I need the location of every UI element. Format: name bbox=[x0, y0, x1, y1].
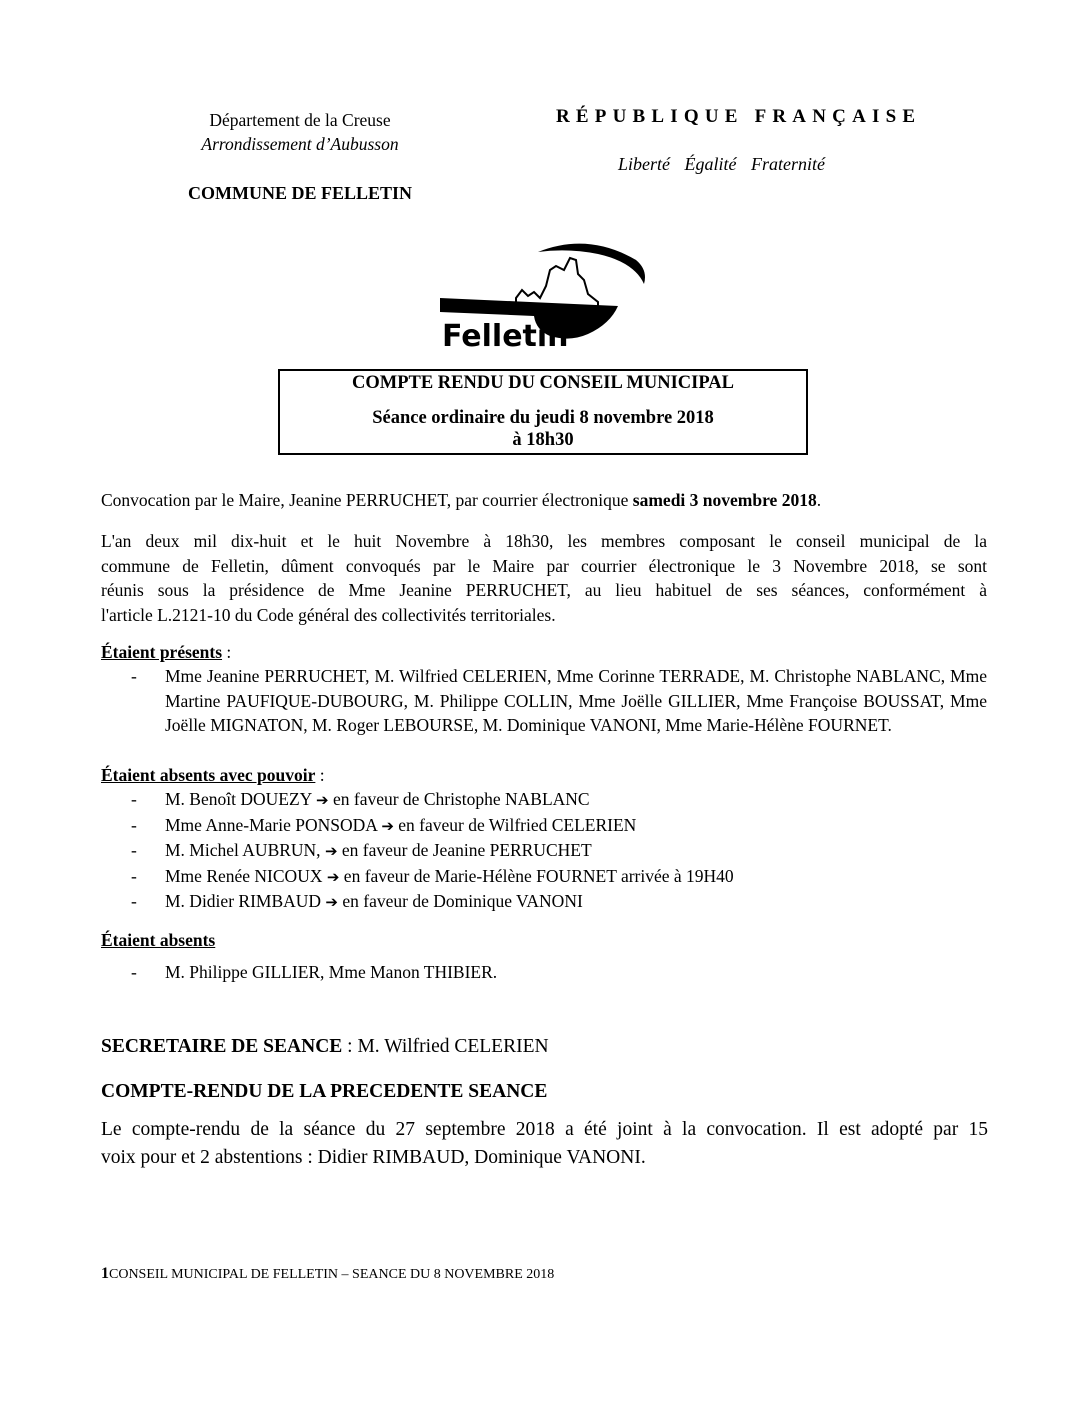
list-dash: - bbox=[131, 814, 137, 835]
pouvoir-name: M. Benoît DOUEZY bbox=[165, 789, 312, 809]
convocation-text: Convocation par le Maire, Jeanine PERRUCHET, par courrier électronique bbox=[101, 490, 633, 510]
pouvoir-colon: : bbox=[315, 765, 325, 785]
list-item bbox=[131, 864, 987, 890]
precedente-line-2: voix pour et 2 abstentions : Didier RIMBAUD, Dominique VANONI. bbox=[101, 1147, 646, 1168]
title-box bbox=[278, 369, 808, 455]
list-item bbox=[131, 813, 987, 839]
pouvoir-name: M. Didier RIMBAUD bbox=[165, 891, 322, 911]
pouvoir-favor: en faveur de Wilfried CELERIEN bbox=[398, 814, 637, 835]
presents-heading bbox=[101, 640, 987, 665]
list-dash: - bbox=[131, 789, 137, 809]
footer-text: CONSEIL MUNICIPAL DE FELLETIN – SEANCE DU 8 NOVEMBRE 2018 bbox=[109, 1267, 555, 1282]
arrow-right-icon: ➔ bbox=[381, 816, 394, 835]
pouvoir-favor: en faveur de Dominique VANONI bbox=[342, 891, 583, 911]
absents-heading bbox=[101, 928, 987, 953]
arrow-right-icon: ➔ bbox=[326, 867, 340, 886]
arrow-right-icon: ➔ bbox=[324, 842, 338, 860]
presents-heading-text: Étaient présents bbox=[101, 642, 223, 662]
list-dash: - bbox=[131, 865, 137, 886]
arrondissement: Arrondissement d’Aubusson bbox=[201, 134, 399, 154]
secretaire-value: : M. Wilfried CELERIEN bbox=[342, 1036, 549, 1057]
republique-title: RÉPUBLIQUE FRANÇAISE bbox=[556, 106, 922, 127]
presents-text: Mme Jeanine PERRUCHET, M. Wilfried CELERIEN, Mme Corinne TERRADE, M. Christophe NABLANC, Mme Martine PAUFIQUE-DUBOURG, M. Philippe COLLIN, Mme Joëlle GILLIER, Mme Françoise BOUSSAT, Mme Joëlle MIGNATON, M. Roger LEBOURSE, M. Dominique VANONI, Mme Marie-Hélène FOURNET. bbox=[165, 666, 987, 735]
intro-line-2: commune de Felletin, dûment convoqués par le Maire par courrier électronique le 3 Novembre 2018, se sont bbox=[101, 555, 987, 576]
page-number: 1 bbox=[101, 1265, 109, 1282]
felletin-logo-graphic bbox=[438, 240, 650, 352]
list-dash: - bbox=[131, 891, 137, 911]
intro-paragraph bbox=[101, 529, 987, 627]
pouvoir-favor: en faveur de Jeanine PERRUCHET bbox=[341, 840, 592, 860]
list-dash: - bbox=[131, 840, 137, 860]
pouvoir-heading-text: Étaient absents avec pouvoir bbox=[101, 765, 316, 785]
intro-line-3: réunis sous la présidence de Mme Jeanine PERRUCHET, au lieu habituel de ses séances, conformément à bbox=[101, 580, 987, 600]
pouvoir-heading bbox=[101, 763, 987, 788]
pouvoir-name: Mme Anne-Marie PONSODA bbox=[165, 814, 377, 835]
departement: Département de la Creuse bbox=[209, 110, 391, 130]
pouvoir-list bbox=[131, 787, 987, 915]
intro-line-1: L'an deux mil dix-huit et le huit Novembre à 18h30, les membres composant le conseil municipal de la bbox=[101, 531, 987, 551]
title-line-3: à 18h30 bbox=[512, 430, 574, 450]
header-left bbox=[150, 108, 450, 156]
arrow-right-icon: ➔ bbox=[316, 791, 329, 809]
intro-line-4: l'article L.2121-10 du Code général des collectivités territoriales. bbox=[101, 604, 556, 625]
devise: Liberté Égalité Fraternité bbox=[618, 154, 825, 174]
pouvoir-favor: en faveur de Christophe NABLANC bbox=[332, 789, 590, 809]
pouvoir-name: M. Michel AUBRUN, bbox=[165, 840, 321, 860]
list-item bbox=[131, 787, 987, 813]
list-dash: - bbox=[131, 666, 137, 686]
absents-heading-text: Étaient absents bbox=[101, 930, 216, 950]
list-item bbox=[131, 960, 987, 985]
list-item bbox=[131, 664, 987, 738]
precedente-line-1: Le compte-rendu de la séance du 27 septembre 2018 a été joint à la convocation. Il est adopté par 15 bbox=[101, 1119, 988, 1140]
secretaire-line bbox=[101, 1036, 549, 1058]
arrow-right-icon: ➔ bbox=[325, 893, 338, 911]
presents-list bbox=[131, 664, 987, 738]
absents-list bbox=[131, 960, 987, 985]
commune-title: COMMUNE DE FELLETIN bbox=[187, 183, 412, 203]
convocation-paragraph bbox=[101, 488, 987, 513]
list-item bbox=[131, 838, 987, 864]
list-dash: - bbox=[131, 962, 137, 982]
title-line-1: COMPTE RENDU DU CONSEIL MUNICIPAL bbox=[351, 373, 734, 393]
precedente-heading bbox=[101, 1081, 547, 1103]
pouvoir-name: Mme Renée NICOUX bbox=[165, 865, 323, 886]
pouvoir-favor: en faveur de Marie-Hélène FOURNET arrivée à 19H40 bbox=[343, 865, 734, 886]
presents-colon: : bbox=[222, 642, 232, 662]
precedente-paragraph bbox=[101, 1116, 988, 1172]
convocation-date: samedi 3 novembre 2018 bbox=[632, 490, 817, 510]
logo-text: Felletin bbox=[442, 319, 569, 352]
felletin-logo bbox=[438, 240, 650, 352]
list-item bbox=[131, 889, 987, 915]
page-footer bbox=[101, 1265, 554, 1283]
absents-text: M. Philippe GILLIER, Mme Manon THIBIER. bbox=[165, 962, 498, 982]
secretaire-label: SECRETAIRE DE SEANCE bbox=[101, 1036, 343, 1057]
title-line-2: Séance ordinaire du jeudi 8 novembre 2018 bbox=[372, 408, 714, 428]
convocation-end: . bbox=[816, 490, 822, 510]
precedente-heading-text: COMPTE-RENDU DE LA PRECEDENTE SEANCE bbox=[101, 1081, 548, 1102]
